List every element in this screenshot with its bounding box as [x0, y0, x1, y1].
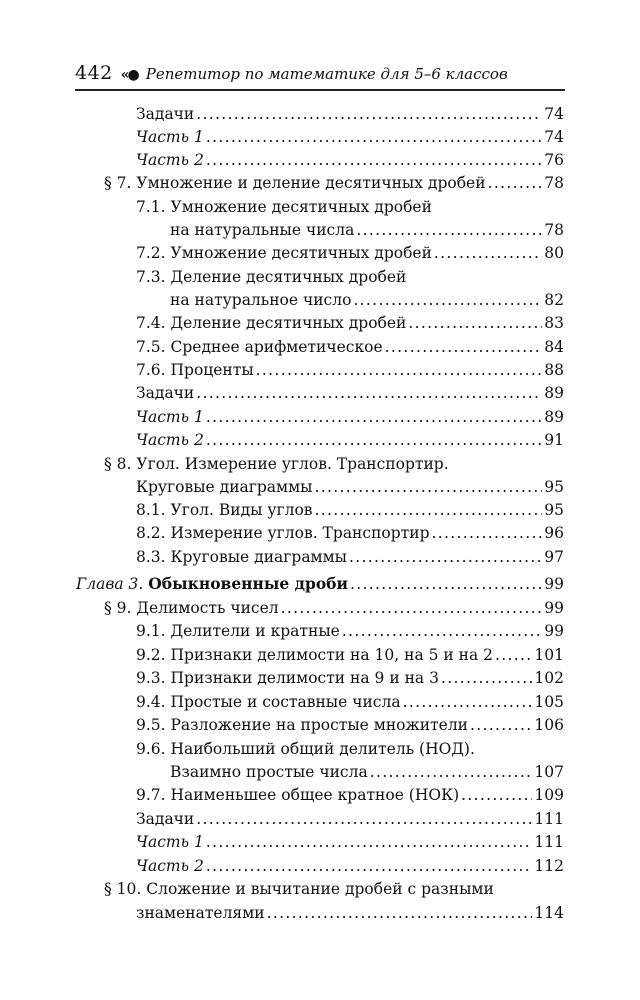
toc-entry[interactable]: Часть 1 . . . 74 — [136, 126, 564, 148]
toc-section[interactable]: § 7. Умножение и деление десятичных дробей . . . 78 — [104, 172, 564, 194]
toc-entry-continued[interactable]: на натуральные числа . . . 78 — [170, 219, 564, 241]
ornament-icon: «● — [120, 67, 138, 83]
toc-section[interactable]: § 8. Угол. Измерение углов. Транспортир. — [104, 455, 449, 473]
toc-entry[interactable]: Часть 1 . . . 111 — [136, 831, 564, 853]
header-rule — [75, 89, 565, 91]
running-header — [75, 62, 565, 88]
toc-entry[interactable]: Часть 2 . . . 76 — [136, 149, 564, 171]
toc-entry[interactable]: 7.1. Умножение десятичных дробей — [136, 198, 432, 216]
toc-entry[interactable]: 9.6. Наибольший общий делитель (НОД). — [136, 740, 475, 758]
toc-entry[interactable]: 9.2. Признаки делимости на 10, на 5 и на 2 . . . 101 — [136, 644, 564, 666]
toc-section[interactable]: § 9. Делимость чисел . . . 99 — [104, 597, 564, 619]
toc-entry[interactable]: 7.6. Проценты . . . 88 — [136, 359, 564, 381]
toc-entry[interactable]: 8.2. Измерение углов. Транспортир . . . 96 — [136, 522, 564, 544]
toc-entry-continued[interactable]: Взаимно простые числа . . . 107 — [170, 761, 564, 783]
toc-entry[interactable]: 9.7. Наименьшее общее кратное (НОК) . . . 109 — [136, 784, 564, 806]
toc-entry[interactable]: Часть 2 . . . 112 — [136, 855, 564, 877]
toc-entry[interactable]: 9.3. Признаки делимости на 9 и на 3 . . . 102 — [136, 667, 564, 689]
toc-entry[interactable]: 9.5. Разложение на простые множители . . . 106 — [136, 714, 564, 736]
toc-entry[interactable]: Задачи . . . 89 — [136, 382, 564, 404]
toc-section-continued[interactable]: Круговые диаграммы . . . 95 — [136, 476, 564, 498]
toc-entry[interactable]: 7.3. Деление десятичных дробей — [136, 268, 407, 286]
toc-entry-continued[interactable]: на натуральное число . . . 82 — [170, 289, 564, 311]
toc-chapter[interactable]: Глава 3. Обыкновенные дроби . . . 99 — [76, 573, 564, 595]
toc-entry[interactable]: 8.3. Круговые диаграммы . . . 97 — [136, 546, 564, 568]
running-title: Репетитор по математике для 5–6 классов — [145, 65, 508, 83]
toc-entry[interactable]: 9.4. Простые и составные числа . . . 105 — [136, 691, 564, 713]
toc-entry[interactable]: 7.4. Деление десятичных дробей . . . 83 — [136, 312, 564, 334]
page-number: 442 — [75, 62, 113, 84]
toc-entry[interactable]: Часть 1 . . . 89 — [136, 406, 564, 428]
toc-section[interactable]: § 10. Сложение и вычитание дробей с разными — [104, 880, 494, 898]
toc-entry[interactable]: 7.2. Умножение десятичных дробей . . . 80 — [136, 242, 564, 264]
toc-section-continued[interactable]: знаменателями . . . 114 — [136, 902, 564, 924]
toc-entry[interactable]: 8.1. Угол. Виды углов . . . 95 — [136, 499, 564, 521]
toc-entry[interactable]: 9.1. Делители и кратные . . . 99 — [136, 620, 564, 642]
toc-entry[interactable]: Часть 2 . . . 91 — [136, 429, 564, 451]
toc-entry[interactable]: Задачи . . . 74 — [136, 103, 564, 125]
toc-entry[interactable]: 7.5. Среднее арифметическое . . . 84 — [136, 336, 564, 358]
toc-entry[interactable]: Задачи . . . 111 — [136, 808, 564, 830]
